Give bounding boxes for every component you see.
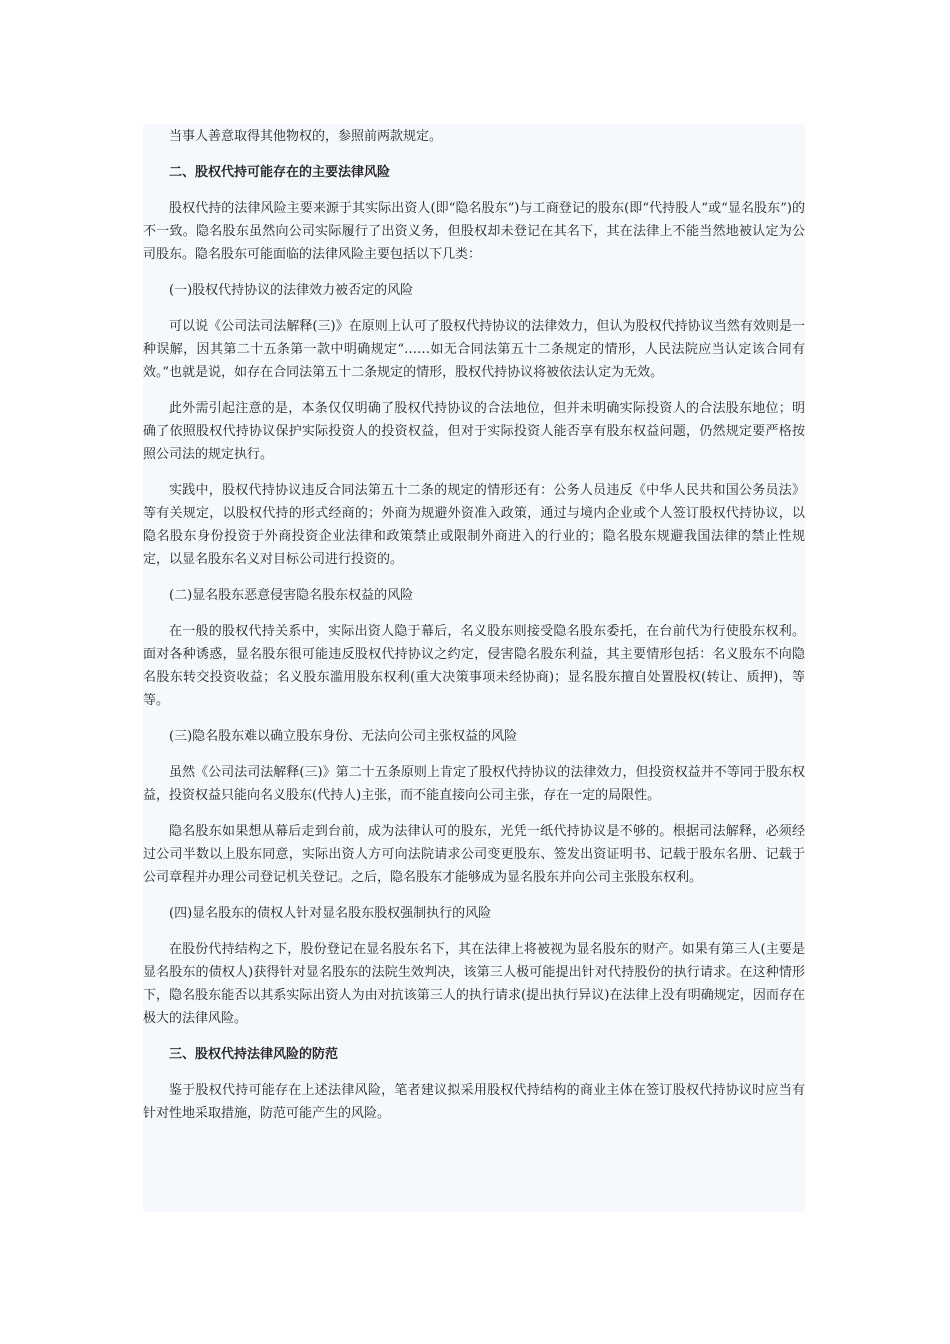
paragraph-risk-2: 在一般的股权代持关系中，实际出资人隐于幕后，名义股东则接受隐名股东委托，在台前代为行使股东权利。面对各种诱惑，显名股东很可能违反股权代持协议之约定，侵害隐名股东利益，其主要情形包括：名义股东不向隐名股东转交投资收益；名义股东滥用股东权利(重大决策事项未经协商)；显名股东擅自处置股权(转让、质押)，等等。 xyxy=(143,624,805,708)
paragraph-risk-1-a: 可以说《公司法司法解释(三)》在原则上认可了股权代持协议的法律效力，但认为股权代持协议当然有效则是一种误解，因其第二十五条第一款中明确规定“……如无合同法第五十二条规定的情形，人民法院应当认定该合同有效。”也就是说，如存在合同法第五十二条规定的情形，股权代持协议将被依法认定为无效。 xyxy=(143,319,805,380)
paragraph-risk-4: 在股份代持结构之下，股份登记在显名股东名下，其在法律上将被视为显名股东的财产。如果有第三人(主要是显名股东的债权人)获得针对显名股东的法院生效判决，该第三人极可能提出针对代持股份的执行请求。在这种情形下，隐名股东能否以其系实际出资人为由对抗该第三人的执行请求(提出执行异议)在法律上没有明确规定，因而存在极大的法律风险。 xyxy=(143,942,805,1026)
subheading-risk-2: (二)显名股东恶意侵害隐名股东权益的风险 xyxy=(169,588,414,603)
subheading-risk-1: (一)股权代持协议的法律效力被否定的风险 xyxy=(169,283,414,298)
paragraph-risk-1-c: 实践中，股权代持协议违反合同法第五十二条的规定的情形还有：公务人员违反《中华人民共和国公务员法》等有关规定，以股权代持的形式经商的；外商为规避外资准入政策，通过与境内企业或个人签订股权代持协议，以隐名股东身份投资于外商投资企业法律和政策禁止或限制外商进入的行业的；隐名股东规避我国法律的禁止性规定，以显名股东名义对目标公司进行投资的。 xyxy=(143,483,805,567)
paragraph-prevention: 鉴于股权代持可能存在上述法律风险，笔者建议拟采用股权代持结构的商业主体在签订股权代持协议时应当有针对性地采取措施，防范可能产生的风险。 xyxy=(143,1083,805,1121)
subheading-risk-3: (三)隐名股东难以确立股东身份、无法向公司主张权益的风险 xyxy=(169,729,518,744)
paragraph-risk-3-a: 虽然《公司法司法解释(三)》第二十五条原则上肯定了股权代持协议的法律效力，但投资权益并不等同于股东权益，投资权益只能向名义股东(代持人)主张，而不能直接向公司主张，存在一定的局限性。 xyxy=(143,765,805,803)
paragraph-risk-3-b: 隐名股东如果想从幕后走到台前，成为法律认可的股东，光凭一纸代持协议是不够的。根据司法解释，必须经过公司半数以上股东同意，实际出资人方可向法院请求公司变更股东、签发出资证明书、记载于股东名册、记载于公司章程并办理公司登记机关登记。之后，隐名股东才能够成为显名股东并向公司主张股东权利。 xyxy=(143,824,805,885)
document-body xyxy=(143,124,805,1212)
paragraph-intro-tail: 当事人善意取得其他物权的，参照前两款规定。 xyxy=(169,129,443,144)
subheading-risk-4: (四)显名股东的债权人针对显名股东股权强制执行的风险 xyxy=(169,906,492,921)
section-heading-risks: 二、股权代持可能存在的主要法律风险 xyxy=(169,165,391,180)
section-heading-prevention: 三、股权代持法律风险的防范 xyxy=(169,1047,339,1062)
paragraph-risk-overview: 股权代持的法律风险主要来源于其实际出资人(即“隐名股东”)与工商登记的股东(即“代持股人”或“显名股东”)的不一致。隐名股东虽然向公司实际履行了出资义务，但股权却未登记在其名下，其在法律上不能当然地被认定为公司股东。隐名股东可能面临的法律风险主要包括以下几类： xyxy=(143,201,805,262)
paragraph-risk-1-b: 此外需引起注意的是，本条仅仅明确了股权代持协议的合法地位，但并未明确实际投资人的合法股东地位；明确了依照股权代持协议保护实际投资人的投资权益，但对于实际投资人能否享有股东权益问题，仍然规定要严格按照公司法的规定执行。 xyxy=(143,401,805,462)
